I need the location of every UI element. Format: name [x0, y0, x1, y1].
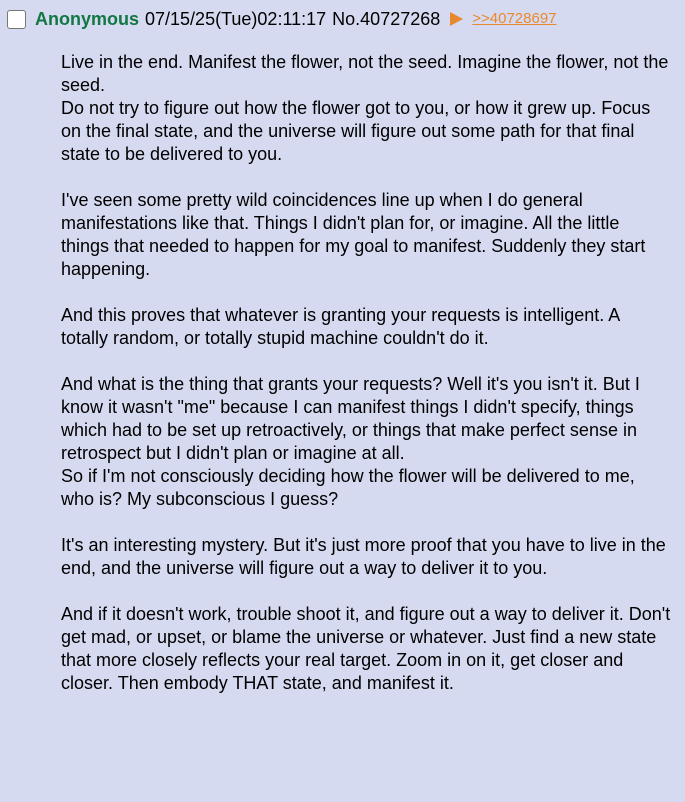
post-paragraph [61, 603, 671, 695]
post-line: And what is the thing that grants your requests? Well it's you isn't it. But I know it wasn't "me" because I can manifest things I didn't specify, things which had to be set up retroactively, or things that make perfect sense in retrospect but I didn't plan or imagine at all. [61, 374, 640, 463]
post-line: Live in the end. Manifest the flower, not the seed. Imagine the flower, not the seed. [61, 52, 669, 95]
post-line: I've seen some pretty wild coincidences line up when I do general manifestations like that. Things I didn't plan for, or imagine. All the little things that needed to happen for my goal to manifest. Suddenly they start happening. [61, 190, 646, 279]
post-body [61, 51, 671, 695]
post-line: It's an interesting mystery. But it's just more proof that you have to live in the end, and the universe will figure out a way to deliver it to you. [61, 535, 666, 578]
post-paragraph [61, 189, 671, 281]
post-paragraph [61, 304, 671, 350]
post-select-checkbox[interactable] [7, 10, 26, 29]
reply-backlink[interactable]: >>40728697 [472, 10, 557, 27]
post-number[interactable]: No.40727268 [332, 9, 441, 29]
post-paragraph [61, 51, 671, 166]
post-line: So if I'm not consciously deciding how the flower will be delivered to me, who is? My subconscious I guess? [61, 466, 635, 509]
post-line: Do not try to figure out how the flower got to you, or how it grew up. Focus on the final state, and the universe will figure out some path for that final state to be delivered to you. [61, 98, 651, 164]
post-line: And if it doesn't work, trouble shoot it, and figure out a way to deliver it. Don't get mad, or upset, or blame the universe or whatever. Just find a new state that more closely reflects your real target. Zoom in on it, get closer and closer. Then embody THAT state, and manifest it. [61, 604, 671, 693]
post-line: And this proves that whatever is granting your requests is intelligent. A totally random, or totally stupid machine couldn't do it. [61, 305, 620, 348]
post-datetime: 07/15/25(Tue)02:11:17 [145, 9, 327, 29]
post-paragraph [61, 373, 671, 511]
poster-name: Anonymous [35, 9, 140, 29]
post-header [7, 6, 557, 32]
post-paragraph [61, 534, 671, 580]
triangle-right-icon[interactable] [450, 12, 463, 26]
